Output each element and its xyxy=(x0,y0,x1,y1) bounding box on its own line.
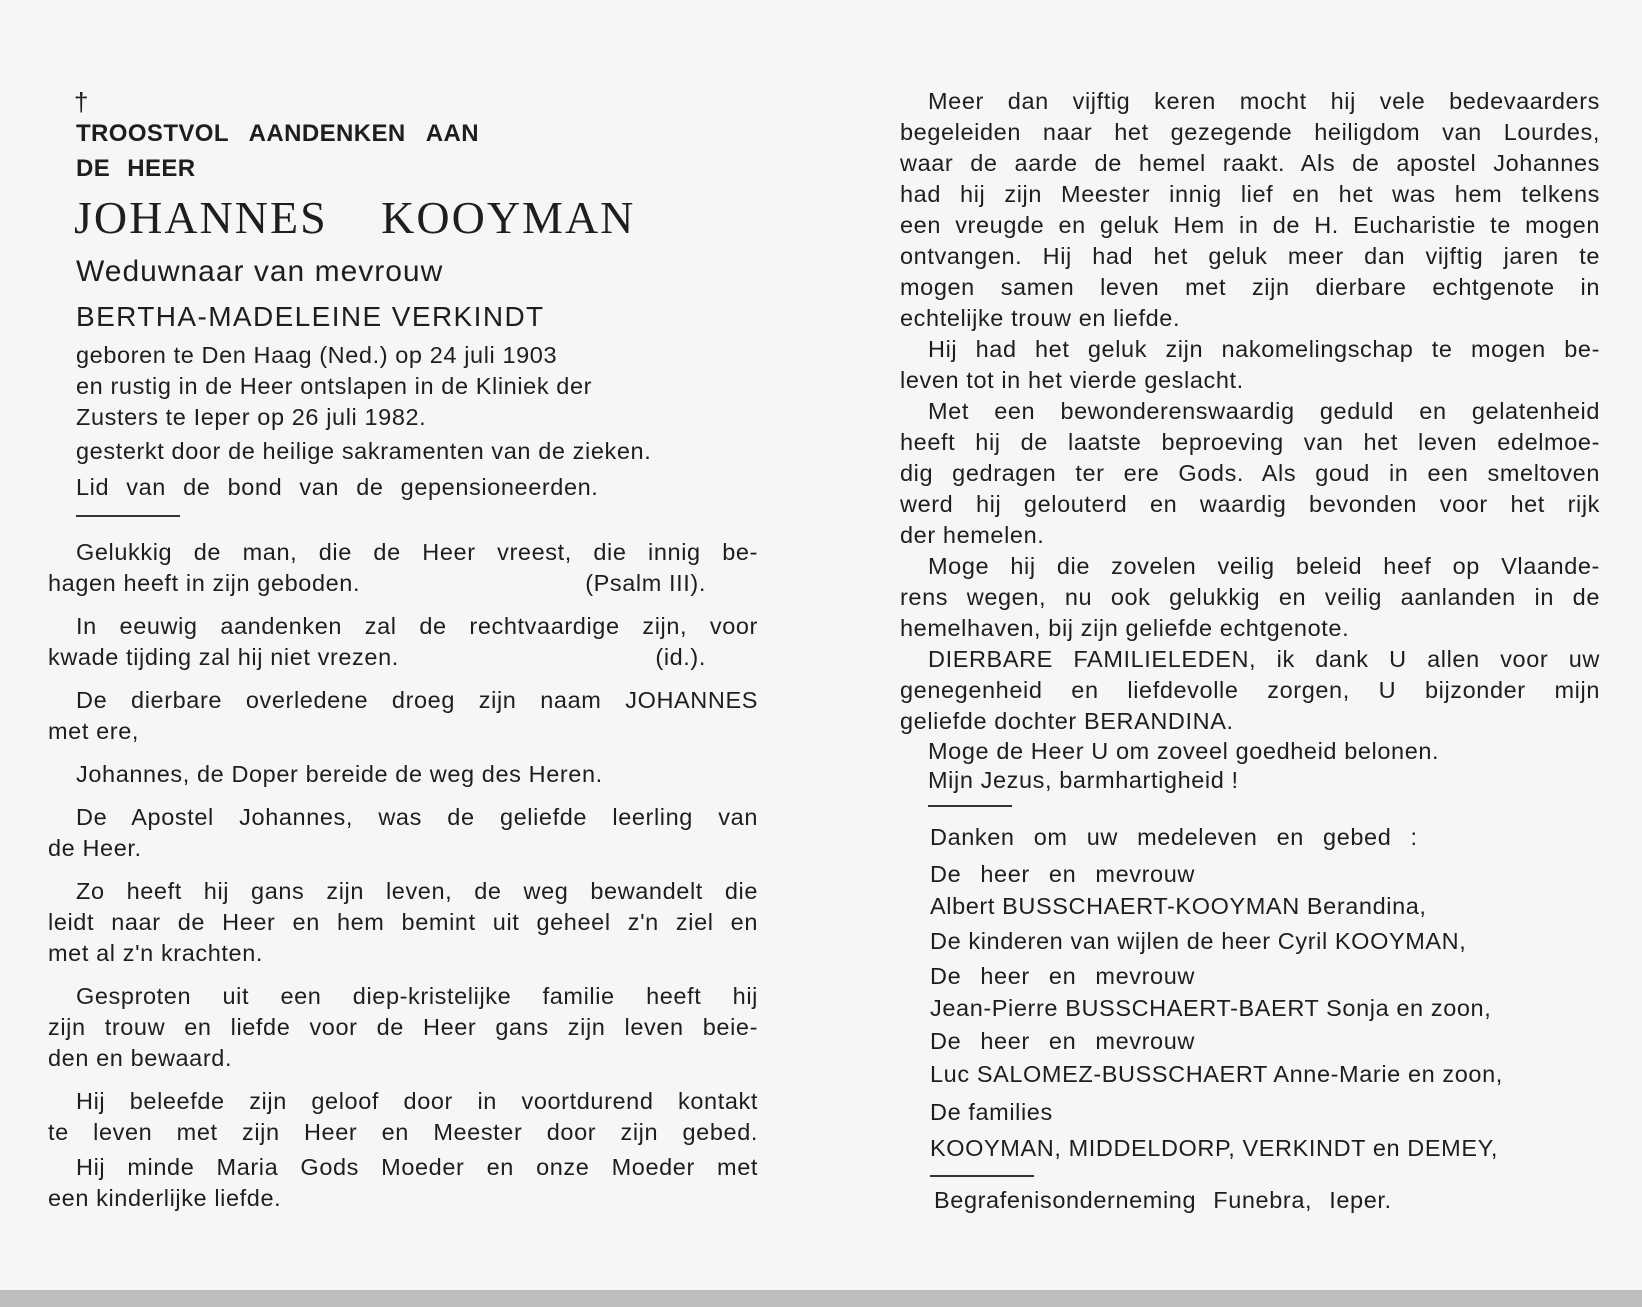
thanks-line: De families xyxy=(930,1099,1053,1125)
bio-line: en rustig in de Heer ontslapen in de Kliniek der xyxy=(76,373,593,399)
thanks-line: De heer en mevrouw xyxy=(930,1028,1195,1054)
text-line: Met een bewonderenswaardig geduld en gelatenheid xyxy=(928,398,1600,424)
bio-line: gesterkt door de heilige sakramenten van de zieken. xyxy=(76,438,652,464)
prayer-line: Mijn Jezus, barmhartigheid ! xyxy=(928,767,1239,793)
thanks-line: Danken om uw medeleven en gebed : xyxy=(930,824,1418,850)
thanks-line: Albert BUSSCHAERT-KOOYMAN Berandina, xyxy=(930,893,1427,919)
widower-line: Weduwnaar van mevrouw xyxy=(76,255,444,288)
bio-line: geboren te Den Haag (Ned.) op 24 juli 1903 xyxy=(76,342,558,368)
text-line: zijn trouw en liefde voor de Heer gans zijn leven beie- xyxy=(48,1014,758,1040)
text-line: Zo heeft hij gans zijn leven, de weg bewandelt die xyxy=(76,878,758,904)
text-line: had hij zijn Meester innig lief en het was hem telkens xyxy=(900,181,1600,207)
text-line: Gesproten uit een diep-kristelijke familie heeft hij xyxy=(76,983,758,1009)
text-line: met al z'n krachten. xyxy=(48,940,264,966)
divider xyxy=(930,1175,1034,1177)
paragraph-weg xyxy=(48,876,758,969)
text-line: genegenheid en liefdevolle zorgen, U bijzonder mijn xyxy=(900,677,1600,703)
paragraph-geduld xyxy=(900,396,1600,551)
text-line: leven tot in het vierde geslacht. xyxy=(900,367,1244,393)
text-line: den en bewaard. xyxy=(48,1045,233,1071)
text-line: mogen samen leven met zijn dierbare echtgenote in xyxy=(900,274,1600,300)
thanks-list xyxy=(930,817,1600,1216)
bio-line: Lid van de bond van de gepensioneerden. xyxy=(76,474,599,500)
right-column xyxy=(900,86,1600,1216)
text-line: begeleiden naar het gezegende heiligdom van Lourdes, xyxy=(900,119,1600,145)
text-line: hemelhaven, bij zijn geliefde echtgenote. xyxy=(900,615,1350,641)
text-line: leidt naar de Heer en hem bemint uit geheel z'n ziel en xyxy=(48,909,758,935)
text-line: In eeuwig aandenken zal de rechtvaardige zijn, voor xyxy=(76,613,758,639)
left-column xyxy=(48,88,758,1214)
paragraph-psalm xyxy=(48,537,758,599)
text-line: De Apostel Johannes, was de geliefde leerling van xyxy=(76,804,758,830)
text-line: heeft hij de laatste beproeving van het leven edelmoe- xyxy=(900,429,1600,455)
text-line: een vreugde en geluk Hem in de H. Eucharistie te mogen xyxy=(900,212,1600,238)
text-line: werd hij gelouterd en waardig bevonden voor het rijk xyxy=(900,491,1600,517)
text-line: Moge hij die zovelen veilig beleid heef op Vlaande- xyxy=(928,553,1600,579)
text-line: waar de aarde de hemel raakt. Als de apostel Johannes xyxy=(900,150,1600,176)
paragraph-geloof xyxy=(48,1086,758,1148)
text-line: hagen heeft in zijn geboden. xyxy=(48,570,361,596)
thanks-line: De heer en mevrouw xyxy=(930,963,1195,989)
citation: (Psalm III). xyxy=(585,570,706,596)
thanks-line: Jean-Pierre BUSSCHAERT-BAERT Sonja en zoon, xyxy=(930,995,1492,1021)
text-line: Meer dan vijftig keren mocht hij vele bedevaarders xyxy=(928,88,1600,114)
text-line: met ere, xyxy=(48,718,139,744)
thanks-line: De kinderen van wijlen de heer Cyril KOOYMAN, xyxy=(930,928,1467,954)
divider xyxy=(928,805,1012,807)
paragraph-lourdes xyxy=(900,86,1600,334)
header-remembrance: TROOSTVOL AANDENKEN AAN xyxy=(76,120,479,147)
bio-line: Zusters te Ieper op 26 juli 1982. xyxy=(76,404,427,430)
header-title: DE HEER xyxy=(76,155,196,182)
thanks-line: Luc SALOMEZ-BUSSCHAERT Anne-Marie en zoon, xyxy=(930,1061,1503,1087)
undertaker: Begrafenisonderneming Funebra, Ieper. xyxy=(934,1187,1392,1213)
deceased-name: JOHANNES KOOYMAN xyxy=(74,192,636,243)
text-line: geliefde dochter BERANDINA. xyxy=(900,708,1234,734)
paragraph-naam xyxy=(48,685,758,747)
paragraph-vlaanderen xyxy=(900,551,1600,644)
text-line: Hij beleefde zijn geloof door in voortdurend kontakt xyxy=(76,1088,758,1114)
blessing-line: Moge de Heer U om zoveel goedheid belonen. xyxy=(928,738,1440,764)
text-line: rens wegen, nu ook gelukkig en veilig aanlanden in de xyxy=(900,584,1600,610)
biography xyxy=(76,340,758,517)
text-line: der hemelen. xyxy=(900,522,1045,548)
paragraph-eeuwig xyxy=(48,611,758,673)
paragraph-familie xyxy=(48,981,758,1074)
scan-background xyxy=(0,1290,1642,1307)
spouse-name: BERTHA-MADELEINE VERKINDT xyxy=(76,301,545,332)
text-line: De dierbare overledene droeg zijn naam JOHANNES xyxy=(76,687,758,713)
text-line: Hij had het geluk zijn nakomelingschap te mogen be- xyxy=(928,336,1600,362)
paragraph-maria xyxy=(48,1152,758,1214)
text-line: echtelijke trouw en liefde. xyxy=(900,305,1181,331)
paragraph-doper: Johannes, de Doper bereide de weg des Heren. xyxy=(76,761,603,787)
paragraph-nakomelingschap xyxy=(900,334,1600,396)
paragraph-familieleden xyxy=(900,644,1600,737)
text-line: een kinderlijke liefde. xyxy=(48,1185,282,1211)
thanks-line: De heer en mevrouw xyxy=(930,861,1195,887)
divider xyxy=(76,515,180,517)
cross-icon: † xyxy=(74,87,89,117)
paragraph-apostel xyxy=(48,802,758,864)
thanks-line: KOOYMAN, MIDDELDORP, VERKINDT en DEMEY, xyxy=(930,1135,1498,1161)
text-line: te leven met zijn Heer en Meester door zijn gebed. xyxy=(48,1119,758,1145)
text-line: dig gedragen ter ere Gods. Als goud in een smeltoven xyxy=(900,460,1600,486)
text-line: kwade tijding zal hij niet vrezen. xyxy=(48,644,399,670)
text-line: Gelukkig de man, die de Heer vreest, die innig be- xyxy=(76,539,758,565)
text-line: Hij minde Maria Gods Moeder en onze Moeder met xyxy=(76,1154,758,1180)
text-line: de Heer. xyxy=(48,835,142,861)
text-line: DIERBARE FAMILIELEDEN, ik dank U allen voor uw xyxy=(928,646,1600,672)
citation: (id.). xyxy=(655,644,706,670)
text-line: ontvangen. Hij had het geluk meer dan vijftig jaren te xyxy=(900,243,1600,269)
